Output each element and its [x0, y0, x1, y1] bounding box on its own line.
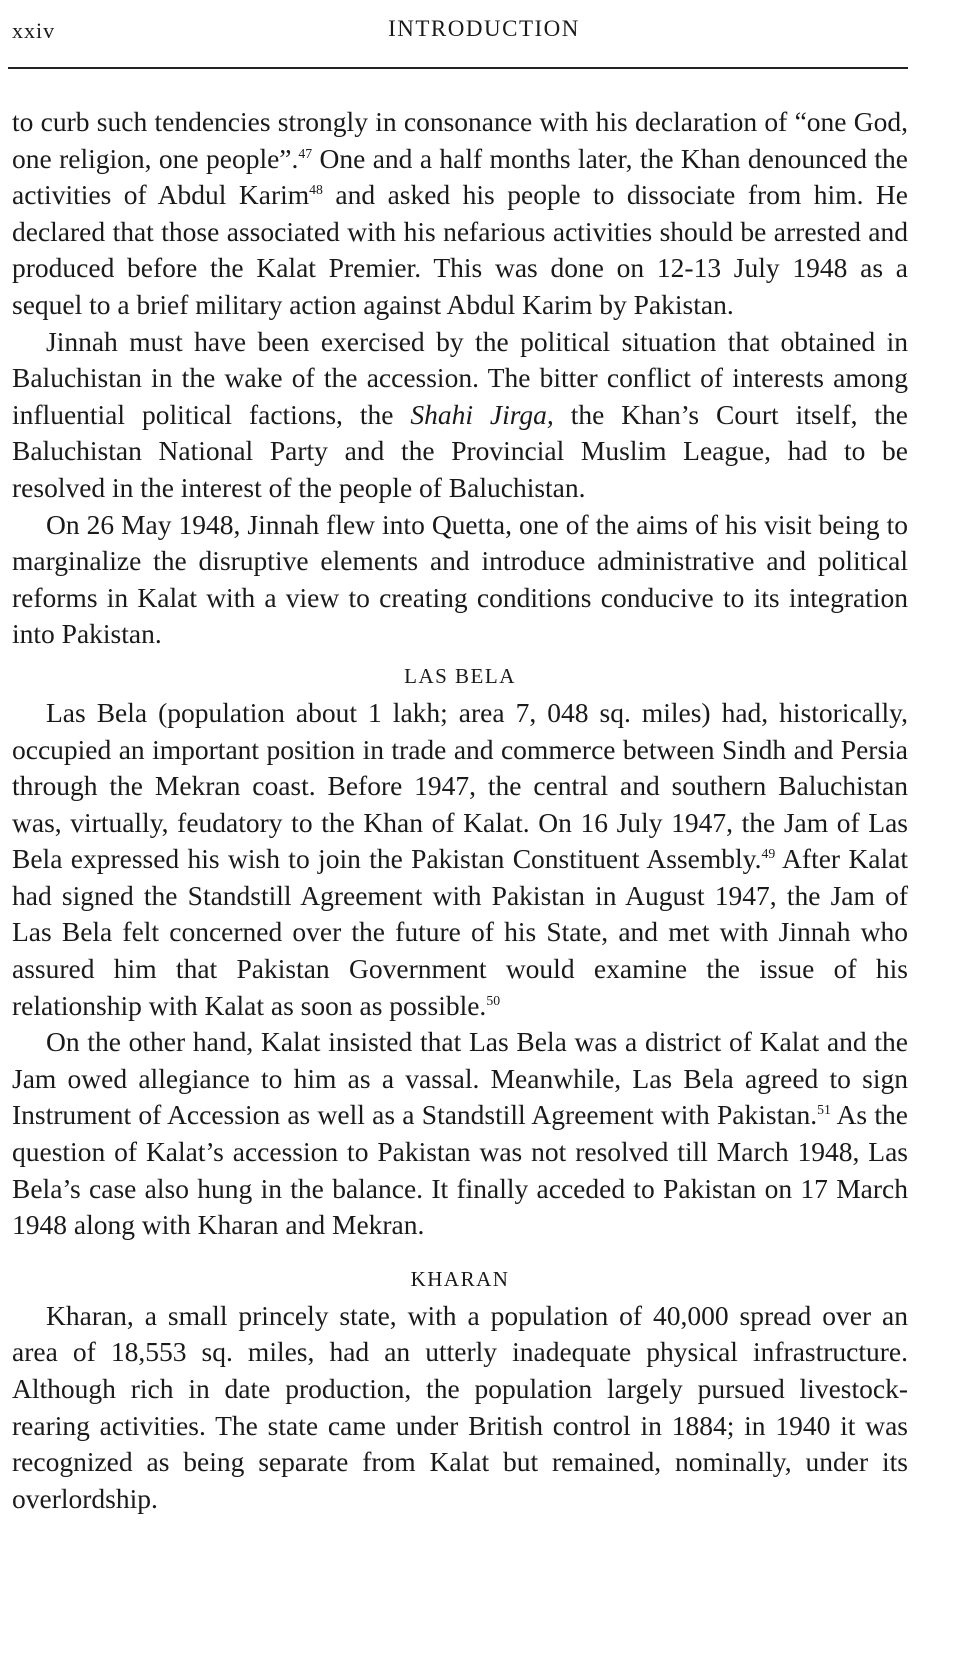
section-heading-las-bela: LAS BELA	[404, 663, 516, 688]
paragraph-las-bela-intro: Las Bela (population about 1 lakh; area 7, 048 sq. miles) had, historically, occupied an important position in trade and commerce between Sindh and Persia through the Mekran coast. Before 1947, the central and southern Baluchistan was, virtually, feudatory to the Khan of Kalat. On 16 July 1947, the Jam of Las Bela expressed his wish to join the Pakistan Constituent Assembly.$^{49}$ After Kalat had signed the Standstill Agreement with Pakistan in August 1947, the Jam of Las Bela felt concerned over the future of his State, and met with Jinnah who assured him that Pakistan Government would examine the issue of his relationship with Kalat as soon as possible.$^{50}$	[12, 696, 908, 1021]
footnote-ref-49: 49	[761, 846, 776, 862]
paragraph-jinnah-exercised: Jinnah must have been exercised by the political situation that obtained in Baluchistan in the wake of the accession. The bitter conflict of interests among influential political factions, the Shahi Jirga, the Khan’s Court itself, the Baluchistan National Party and the Provincial Muslim League, had to be resolved in the interest of the people of Baluchistan.	[12, 325, 908, 503]
page-body	[12, 104, 908, 1517]
italic-term: Shahi Jirga,	[410, 398, 554, 430]
header-rule	[8, 67, 908, 69]
footnote-ref-47: 47	[298, 145, 313, 161]
footnote-ref-50: 50	[486, 992, 501, 1008]
page-header	[8, 14, 960, 54]
footnote-ref-48: 48	[309, 182, 323, 198]
paragraph-quetta-visit: On 26 May 1948, Jinnah flew into Quetta, one of the aims of his visit being to marginalize the disruptive elements and introduce administrative and political reforms in Kalat with a view to creating conditions conducive to its integration into Pakistan.	[12, 508, 908, 650]
running-head: INTRODUCTION	[388, 16, 580, 41]
section-heading-kharan: KHARAN	[410, 1266, 510, 1291]
paragraph-continuation: to curb such tendencies strongly in consonance with his declaration of “one God, one religion, one people”.$^{47}$ One and a half months later, the Khan denounced the activities of Abdul Karim$^{48}$ and asked his people to dissociate from him. He declared that those associated with his nefarious activities should be arrested and produced before the Kalat Premier. This was done on 12-13 July 1948 as a sequel to a brief military action against Abdul Karim by Pakistan.	[12, 106, 908, 320]
footnote-ref-51: 51	[817, 1102, 831, 1118]
paragraph-kharan: Kharan, a small princely state, with a population of 40,000 spread over an area of 18,553 sq. miles, had an utterly inadequate physical infrastructure. Although rich in date production, the population largely pursued livestock-rearing activities. The state came under British control in 1884; in 1940 it was recognized as being separate from Kalat but remained, nominally, under its overlordship.	[12, 1299, 908, 1514]
paragraph-las-bela-accession: On the other hand, Kalat insisted that Las Bela was a district of Kalat and the Jam owed allegiance to him as a vassal. Meanwhile, Las Bela agreed to sign Instrument of Accession as well as a Standstill Agreement with Pakistan.$^{51}$ As the question of Kalat’s accession to Pakistan was not resolved till March 1948, Las Bela’s case also hung in the balance. It finally acceded to Pakistan on 17 March 1948 along with Kharan and Mekran.	[12, 1026, 908, 1241]
page-number: xxiv	[12, 18, 56, 43]
